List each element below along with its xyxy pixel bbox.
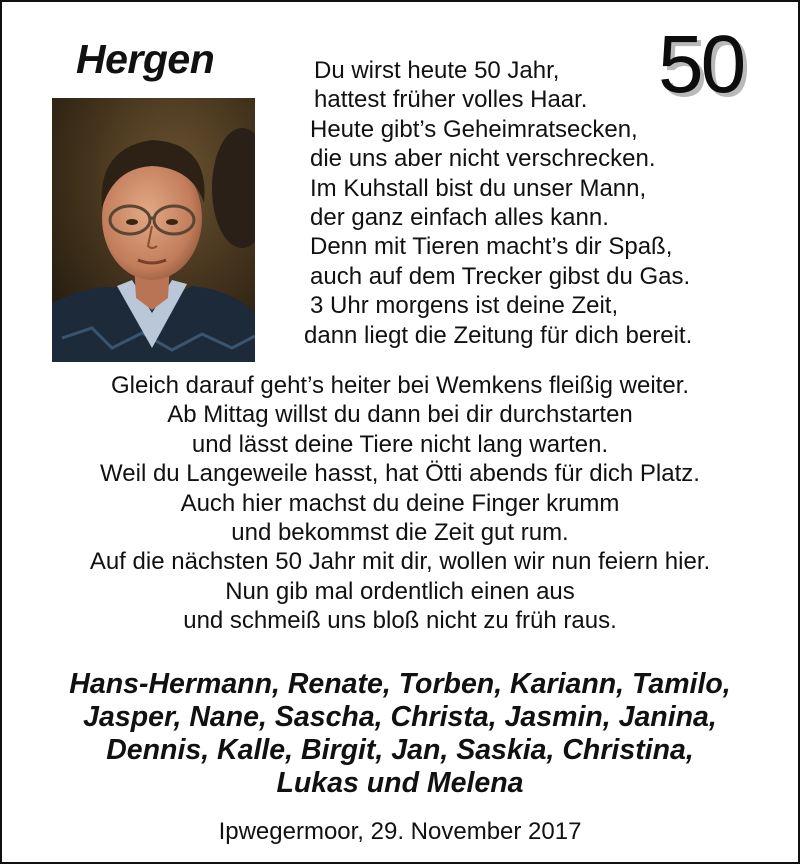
- poem-line: der ganz einfach alles kann.: [310, 204, 609, 232]
- poem-line: Heute gibt’s Geheimratsecken,: [310, 115, 638, 143]
- poem-line: Ab Mittag willst du dann bei dir durchstarten: [167, 401, 633, 429]
- poem-line: 3 Uhr morgens ist deine Zeit,: [310, 292, 619, 320]
- poem-line: Nun gib mal ordentlich einen aus: [225, 577, 575, 605]
- signers-line: Dennis, Kalle, Birgit, Jan, Saskia, Christina,: [106, 734, 694, 766]
- poem-line: auch auf dem Trecker gibst du Gas.: [310, 262, 691, 290]
- poem-line: Weil du Langeweile hasst, hat Ötti abends für dich Platz.: [100, 460, 700, 488]
- poem-bottom-stanza: [2, 371, 798, 636]
- poem-line: die uns aber nicht verschrecken.: [310, 145, 656, 173]
- poem-line: Auf die nächsten 50 Jahr mit dir, wollen wir nun feiern hier.: [89, 548, 711, 576]
- poem-line: Du wirst heute 50 Jahr,: [314, 57, 560, 84]
- poem-line: hattest früher volles Haar.: [314, 86, 588, 114]
- poem-line: Auch hier machst du deine Finger krumm: [180, 489, 620, 517]
- honoree-name: Hergen: [76, 36, 215, 82]
- poem-line: und schmeiß uns bloß nicht zu früh raus.: [183, 607, 617, 635]
- signers-list: [2, 668, 798, 800]
- poem-line: und lässt deine Tiere nicht lang warten.: [191, 430, 609, 458]
- poem-line: dann liegt die Zeitung für dich bereit.: [304, 321, 693, 349]
- signers-line: Lukas und Melena: [276, 767, 524, 799]
- signers-line: Hans-Hermann, Renate, Torben, Kariann, Tamilo,: [69, 668, 731, 700]
- poem-top-stanza: [304, 56, 693, 350]
- signers-line: Jasper, Nane, Sascha, Christa, Jasmin, Janina,: [83, 701, 717, 733]
- poem-line: und bekommst die Zeit gut rum.: [231, 519, 569, 547]
- portrait-photo: [52, 98, 255, 362]
- age-number: 50: [658, 19, 744, 110]
- poem-line: Im Kuhstall bist du unser Mann,: [310, 174, 647, 202]
- poem-line: Gleich darauf geht’s heiter bei Wemkens fleißig weiter.: [110, 372, 690, 399]
- poem-line: Denn mit Tieren macht’s dir Spaß,: [310, 233, 673, 261]
- place-date-footer: Ipwegermoor, 29. November 2017: [218, 818, 582, 845]
